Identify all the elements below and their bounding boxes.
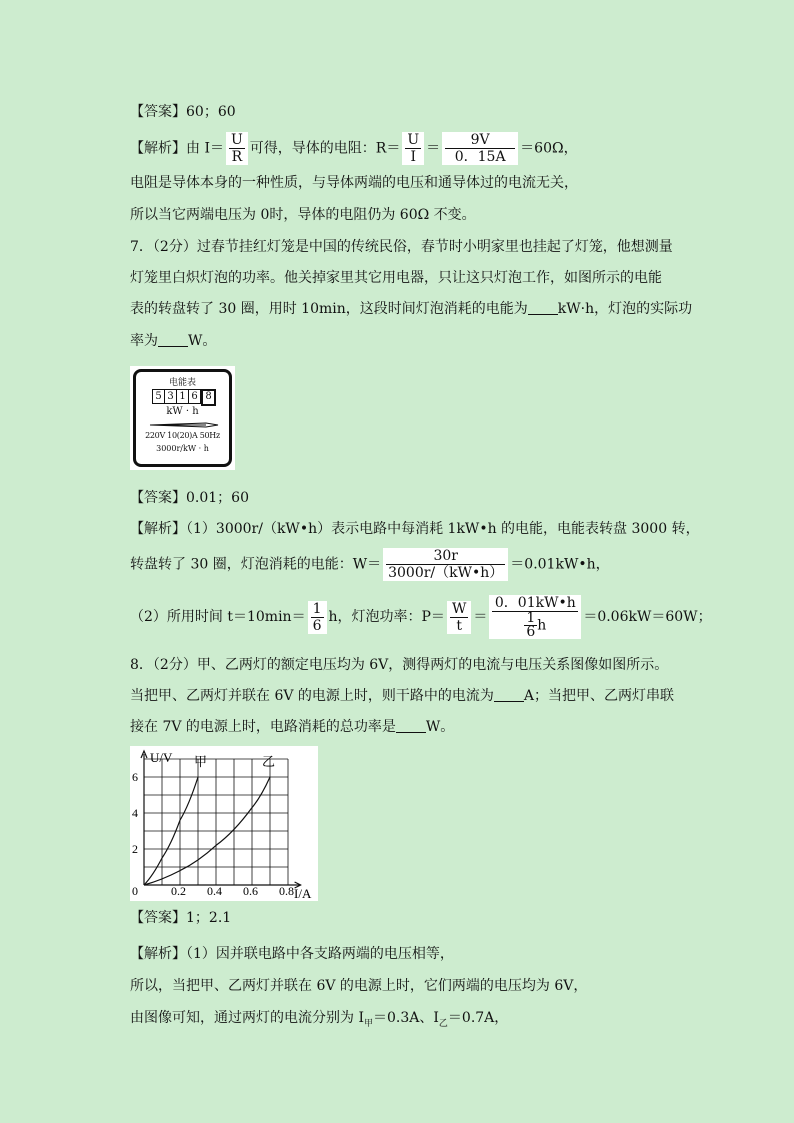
q7-power-fraction: $\frac{W}{t}$ <box>447 601 471 634</box>
meter-spec-2: 3000r/kW · h <box>156 444 209 453</box>
y-axis-label: U/V <box>150 750 173 765</box>
y-tick-label: 2 <box>132 842 138 856</box>
x-tick-label: 0.4 <box>207 884 222 898</box>
q6-line2: 电阻是导体本身的一种性质，与导体两端的电压和通导体过的电流无关， <box>130 175 578 191</box>
x-tick-label: 0.2 <box>171 884 186 898</box>
q8-analysis-2: 所以，当把甲、乙两灯并联在 6V 的电源上时，它们两端的电压均为 6V， <box>130 978 588 994</box>
meter-digit: 3 <box>165 389 177 404</box>
meter-pointer-icon <box>148 421 220 429</box>
q7-energy-fraction: $\frac{30r}{3000r/(kW•h)}$ <box>383 548 508 581</box>
meter-digit: 1 <box>177 389 189 404</box>
electric-meter-figure <box>130 366 235 470</box>
x-tick-label: 0.8 <box>279 884 294 898</box>
q7-line1: 7．（2分）过春节挂红灯笼是中国的传统民俗，春节时小明家里也挂起了灯笼，他想测量 <box>130 239 673 255</box>
q6-analysis-prefix: 【解析】由 I＝ <box>130 140 224 157</box>
series-label: 乙 <box>262 755 276 770</box>
meter-spec-1: 220V 10(20)A 50Hz <box>145 431 220 440</box>
meter-digit: 6 <box>189 389 201 404</box>
q6-fraction-u-r: $\frac{U}{R}$ <box>226 132 248 165</box>
y-tick-label: 4 <box>132 806 138 820</box>
q6-analysis-mid: 可得，导体的电阻：R＝ <box>249 140 401 157</box>
q8-blank-1 <box>494 687 524 702</box>
x-tick-label: 0.6 <box>243 884 258 898</box>
q7-analysis-3: （2）所用时间 t＝10min＝ $\frac{1}{6}$ h，灯泡功率：P＝ $\frac{W}{t}$ ＝ 0．01kW•h $\frac{1}{6}$ h ＝0.06kW＝60W； <box>130 595 712 640</box>
q7-analysis-1: 【解析】（1）3000r/（kW•h）表示电路中每消耗 1kW•h 的电能，电能表转盘 3000 转， <box>130 521 700 537</box>
q7-line4: 率为 W。 <box>130 333 217 349</box>
q7-analysis-2: 转盘转了 30 圈，灯泡消耗的电能：W＝ $\frac{30r}{3000r/(kW•h)}$ ＝0.01kW•h， <box>130 548 610 581</box>
q6-fraction-values: $\frac{9V}{0.15A}$ <box>442 132 518 165</box>
q7-line2: 灯笼里白炽灯泡的功率。他关掉家里其它用电器，只让这只灯泡工作，如图所示的电能 <box>130 270 662 286</box>
q8-analysis-1: 【解析】（1）因并联电路中各支路两端的电压相等， <box>130 946 454 962</box>
meter-digits <box>152 389 216 406</box>
series-label: 甲 <box>194 755 208 770</box>
q8-line2: 当把甲、乙两灯并联在 6V 的电源上时，则干路中的电流为 A；当把甲、乙两灯串联 <box>130 688 675 704</box>
meter-digit: 5 <box>152 389 165 404</box>
y-tick-label: 6 <box>132 770 138 784</box>
q8-answer: 【答案】1；2.1 <box>130 910 232 926</box>
q6-line3: 所以当它两端电压为 0时，导体的电阻仍为 60Ω 不变。 <box>130 207 476 223</box>
q7-answer: 【答案】0.01；60 <box>130 490 249 506</box>
q8-analysis-3: 由图像可知，通过两灯的电流分别为 $I_甲=0.3A$、$I_乙=0.7A$， <box>130 1010 509 1029</box>
q7-time-fraction: $\frac{1}{6}$ <box>308 601 327 634</box>
x-axis-label: I/A <box>294 886 312 901</box>
meter-unit: kW · h <box>166 406 199 417</box>
q7-blank-2 <box>158 332 188 347</box>
meter-digit: 8 <box>201 389 216 406</box>
q6-analysis: 【解析】由 I＝ $\frac{U}{R}$ 可得，导体的电阻：R＝ $\frac{U}{I}$ ＝ $\frac{9V}{0.15A}$ ＝60Ω， <box>130 132 578 165</box>
ui-chart-figure <box>130 746 318 901</box>
q8-blank-2 <box>396 718 426 733</box>
q6-fraction-u-i: $\frac{U}{I}$ <box>402 132 424 165</box>
q6-answer: 【答案】60；60 <box>130 104 236 120</box>
q8-line3: 接在 7V 的电源上时，电路消耗的总功率是 W。 <box>130 719 455 735</box>
q8-line1: 8．（2分）甲、乙两灯的额定电压均为 6V，测得两灯的电流与电压关系图像如图所示。 <box>130 657 669 673</box>
q7-power-value-fraction: 0．01kW•h $\frac{1}{6}$ h <box>489 595 581 639</box>
q7-line3: 表的转盘转了 30 圈，用时 10min，这段时间灯泡消耗的电能为 kW·h，灯泡的实际功 <box>130 301 693 317</box>
meter-title: 电能表 <box>168 378 196 388</box>
q6-analysis-end: ＝60Ω， <box>520 140 578 157</box>
ui-chart <box>130 746 318 901</box>
x-tick-label: 0 <box>132 884 138 898</box>
q7-blank-1 <box>528 300 558 315</box>
